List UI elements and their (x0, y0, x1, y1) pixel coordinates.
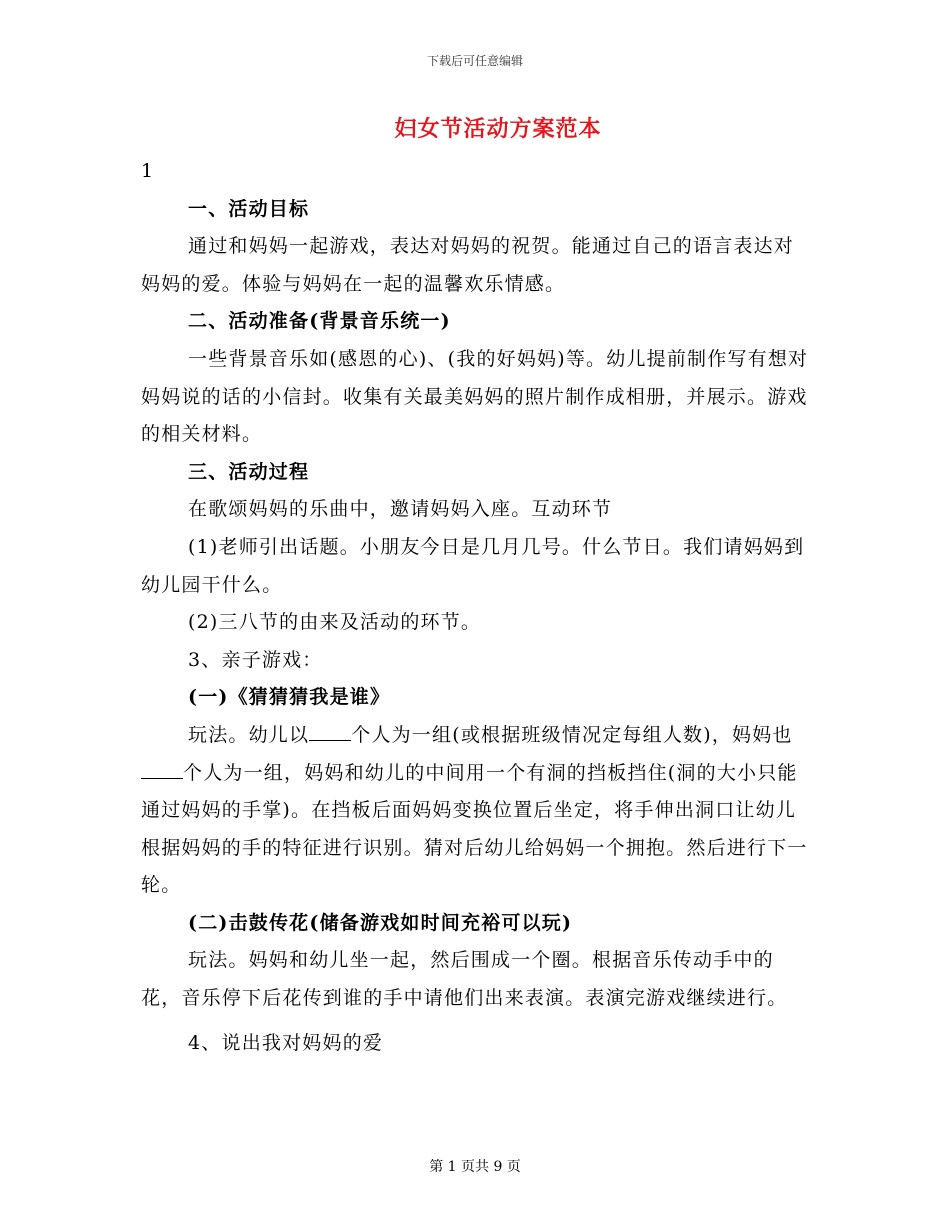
game-heading-guess: (一)《猜猜猜我是谁》 (188, 686, 391, 709)
paragraph-process-intro: 在歌颂妈妈的乐曲中，邀请妈妈入座。互动环节 (188, 498, 613, 521)
paragraph-preparation: 一些背景音乐如(感恩的心)、(我的好妈妈)等。幼儿提前制作写有想对妈妈说的话的小信封。收集有关最美妈妈的照片制作成相册，并展示。游戏的相关材料。 (141, 347, 809, 446)
paragraph-step-1: (1)老师引出话题。小朋友今日是几月几号。什么节日。我们请妈妈到幼儿园干什么。 (141, 535, 805, 596)
document-title: 妇女节活动方案范本 (394, 116, 602, 142)
game-guess-text-c: 个人为一组，妈妈和幼儿的中间用一个有洞的挡板挡住(洞的大小只能通过妈妈的手掌)。在挡板后面妈妈变换位置后坐定，将手伸出洞口让幼儿根据妈妈的手的特征进行识别。猜对后幼儿给妈妈一个拥抱。然后进行下一轮。 (141, 761, 808, 897)
paragraph-game-drum: 玩法。妈妈和幼儿坐一起，然后围成一个圈。根据音乐传动手中的花，音乐停下后花传到谁的手中请他们出来表演。表演完游戏继续进行。 (141, 949, 788, 1010)
paragraph-step-4: 4、说出我对妈妈的爱 (188, 1031, 384, 1054)
paragraph-number: 1 (141, 160, 155, 182)
game-guess-text-a: 玩法。幼儿以 (188, 723, 310, 746)
fill-blank-line (309, 721, 351, 741)
fill-blank-line (141, 759, 183, 779)
paragraph-goals: 通过和妈妈一起游戏，表达对妈妈的祝贺。能通过自己的语言表达对妈妈的爱。体验与妈妈在一起的温馨欢乐情感。 (141, 235, 795, 295)
page-footer: 第 1 页共 9 页 (429, 1159, 521, 1175)
document-body (141, 153, 811, 1062)
section-heading-preparation: 二、活动准备(背景音乐统一) (188, 310, 451, 333)
paragraph-step-3: 3、亲子游戏： (188, 648, 323, 671)
section-heading-goals: 一、活动目标 (188, 197, 310, 220)
header-note: 下载后可任意编辑 (426, 54, 523, 68)
section-heading-process: 三、活动过程 (188, 460, 310, 483)
paragraph-game-guess (141, 717, 811, 905)
game-heading-drum: (二)击鼓传花(储备游戏如时间充裕可以玩) (188, 911, 573, 934)
paragraph-step-2: (2)三八节的由来及活动的环节。 (188, 611, 482, 634)
game-guess-text-b: 个人为一组(或根据班级情况定每组人数)，妈妈也 (351, 723, 793, 746)
